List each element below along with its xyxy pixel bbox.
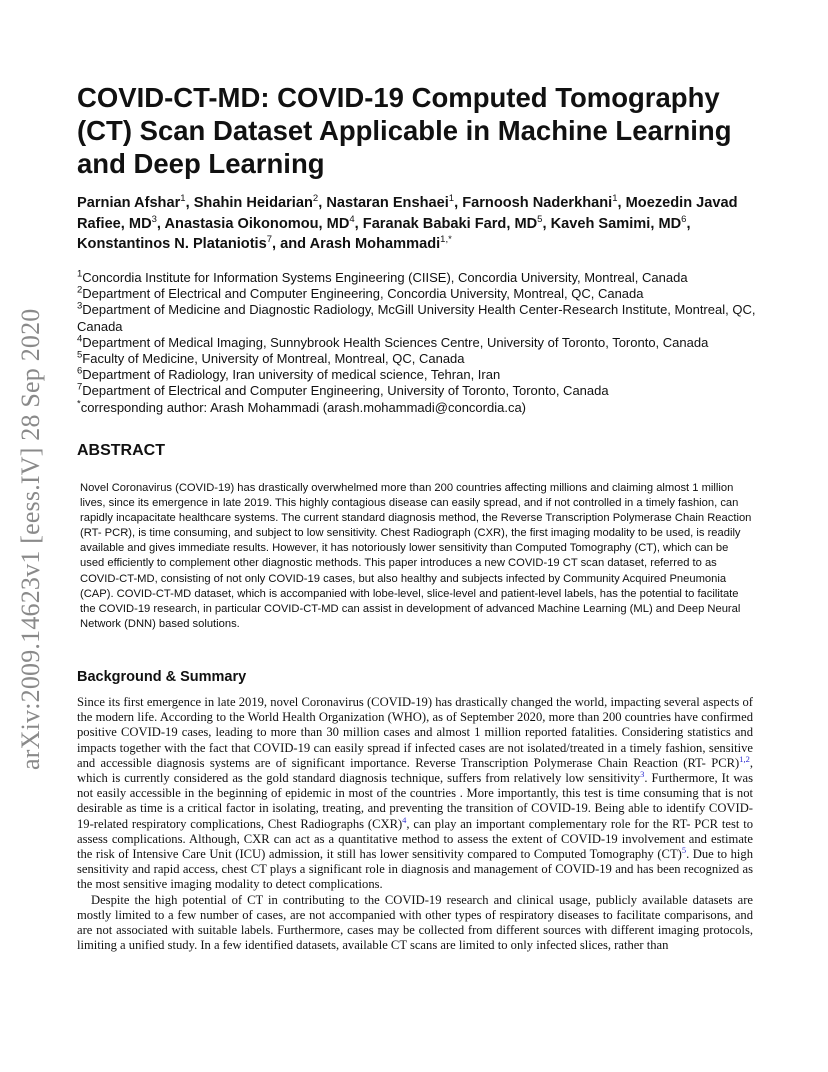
author-name: Nastaran Enshaei	[326, 195, 449, 211]
paper-title: COVID-CT-MD: COVID-19 Computed Tomography (CT) Scan Dataset Applicable in Machine Learning and Deep Learning	[77, 82, 732, 179]
affiliation-marker: 3	[77, 301, 83, 313]
author-affiliation-marker: 7	[266, 234, 273, 246]
affiliation-marker: 6	[77, 365, 83, 377]
citation-link[interactable]: 4	[402, 814, 407, 825]
affiliation-text: Department of Medical Imaging, Sunnybrook Health Sciences Centre, University of Toronto, Toronto, Canada	[82, 334, 709, 350]
affiliation-marker: 5	[77, 349, 83, 361]
author-affiliation-marker: 1	[180, 193, 186, 205]
background-paragraph-2: Despite the high potential of CT in contributing to the COVID-19 research and clinical usage, publicly available datasets are mostly limited to a few number of cases, are not accompanied with other types of respiratory diseases to facilitate comparisons, and are not associated with suitable labels. Furthermore, cases may be collected from different sources with different imaging protocols, limiting a unified study. In a few identified datasets, available CT scans are limited to only infected slices, rather than	[77, 892, 753, 953]
affiliation-marker: 2	[77, 284, 83, 296]
affiliation-list	[77, 270, 767, 416]
author-affiliation-marker: 2	[312, 193, 319, 205]
affiliation-marker: 4	[77, 333, 83, 345]
author-affiliation-marker: 6	[681, 213, 687, 225]
author-name: Shahin Heidarian	[193, 195, 313, 211]
affiliation-line	[77, 270, 767, 286]
abstract-heading: ABSTRACT	[77, 442, 165, 459]
affiliation-line	[77, 367, 767, 383]
author-affiliation-marker: 4	[349, 213, 355, 225]
affiliation-text: Department of Electrical and Computer Engineering, University of Toronto, Toronto, Canada	[82, 383, 609, 399]
author-list: Parnian Afshar$^1$, Shahin Heidarian$^2$, Nastaran Enshaei$^1$, Farnoosh Naderkhani$^1$, Moezedin Javad Rafiee, $MD^3$, Anastasia Oikonomou, $MD^4$, Faranak Babaki Fard, $MD^5$, Kaveh Samimi, $MD^6$, Konstantinos N. Plataniotis$^7$, and Arash Mohammadi$^{1,*}$	[77, 193, 738, 252]
author-name: Faranak Babaki Fard, MD	[362, 215, 538, 232]
author-name: Moezedin Javad Rafiee, MD	[77, 195, 738, 232]
author-affiliation-marker: 5	[537, 213, 543, 225]
affiliation-text: Concordia Institute for Information Systems Engineering (CIISE), Concordia University, Montreal, Canada	[82, 270, 688, 285]
author-name: Kaveh Samimi, MD	[550, 215, 682, 232]
abstract-text: Novel Coronavirus (COVID-19) has drastically overwhelmed more than 200 countries affecting millions and claiming almost 1 million lives, since its emergence in late 2019. This highly contagious disease can easily spread, and if not controlled in a timely fashion, can rapidly incapacitate healthcare systems. The current standard diagnosis method, the Reverse Transcription Polymerase Chain Reaction (RT- PCR), is time consuming, and subject to low sensitivity. Chest Radiograph (CXR), the first imaging modality to be used, is readily available and gives immediate results. However, it has notoriously lower sensitivity than Computed Tomography (CT), which can be used efficiently to complement other diagnostic methods. This paper introduces a new COVID-19 CT scan dataset, referred to as COVID-CT-MD, consisting of not only COVID-19 cases, but also healthy and subjects infected by Community Acquired Pneumonia (CAP). COVID-CT-MD dataset, which is accompanied with lobe-level, slice-level and patient-level labels, has the potential to facilitate the COVID-19 research, in particular COVID-CT-MD can assist in development of advanced Machine Learning (ML) and Deep Neural Network (DNN) based solutions.	[80, 482, 752, 630]
author-name: Konstantinos N. Plataniotis	[77, 236, 267, 252]
author-affiliation-marker: 3	[151, 213, 157, 225]
background-paragraph-1: Since its first emergence in late 2019, novel Coronavirus (COVID-19) has drastically changed the world, impacting several aspects of the modern life. According to the World Health Organization (WHO), as of September 2020, more than 200 countries have confirmed positive COVID-19 cases, leading to more than 30 million cases and almost 1 million reported fatalities. Considering statistics and impacts together with the fact that COVID-19 can easily spread if infected cases are not isolated/treated in a timely fashion, sensitive and accessible diagnosis systems are of significant importance. Reverse Transcription Polymerase Chain Reaction (RT- PCR)$^{1,2}$, which is currently considered as the gold standard diagnosis technique, suffers from relatively low sensitivity$^3$. Furthermore, It was not easily accessible in the beginning of epidemic in most of the countries . More importantly, this test is time consuming that is not desirable as time is a critical factor in isolating, treating, and preventing the transition of COVID-19. Being able to identify COVID-19-related respiratory complications, Chest Radiographs (CXR)$^4$, can play an important complementary role for the RT- PCR test to assess complications. Although, CXR can act as a quantitative method to assess the extent of COVID-19 involvement and estimate the risk of Intensive Care Unit (ICU) admission, it still has lower sensitivity compared to Computed Tomography (CT)$^5$. Due to high sensitivity and rapid access, chest CT plays a significant role in diagnosis and management of COVID-19 and has been recognized as the most sensitive imaging modality to detect complications.	[77, 695, 753, 892]
author-name: Parnian Afshar	[77, 195, 181, 211]
affiliation-line	[77, 302, 767, 334]
affiliation-text: Department of Medicine and Diagnostic Radiology, McGill University Health Center-Research Institute, Montreal, QC, Canada	[77, 302, 756, 334]
author-name: Arash Mohammadi	[309, 236, 441, 252]
affiliation-line	[77, 335, 767, 351]
affiliation-marker: 1	[77, 268, 83, 280]
author-affiliation-marker: 1	[448, 193, 455, 205]
author-name: Anastasia Oikonomou, MD	[164, 215, 350, 232]
author-affiliation-marker: 1	[612, 193, 618, 205]
citation-link[interactable]: 1,2	[739, 753, 750, 764]
affiliation-line	[77, 286, 767, 302]
affiliation-marker: 7	[77, 382, 83, 394]
affiliation-text: Department of Radiology, Iran university of medical science, Tehran, Iran	[82, 367, 501, 383]
affiliation-line	[77, 400, 767, 416]
citation-link[interactable]: 5	[681, 844, 687, 855]
affiliation-text: corresponding author: Arash Mohammadi (arash.mohammadi@concordia.ca)	[80, 399, 526, 415]
affiliation-marker: *	[77, 398, 81, 410]
affiliation-line	[77, 351, 767, 367]
affiliation-text: Department of Electrical and Computer Engineering, Concordia University, Montreal, QC, Canada	[82, 286, 644, 302]
author-name: Farnoosh Naderkhani	[462, 195, 613, 211]
affiliation-text: Faculty of Medicine, University of Montreal, Montreal, QC, Canada	[82, 351, 465, 367]
affiliation-line	[77, 383, 767, 399]
arxiv-identifier-stamp[interactable]: arXiv:2009.14623v1 [eess.IV] 28 Sep 2020	[16, 308, 45, 770]
background-section	[77, 695, 753, 953]
citation-link[interactable]: 3	[640, 768, 645, 779]
background-heading: Background & Summary	[77, 669, 247, 685]
author-affiliation-marker: 1,*	[440, 234, 452, 246]
